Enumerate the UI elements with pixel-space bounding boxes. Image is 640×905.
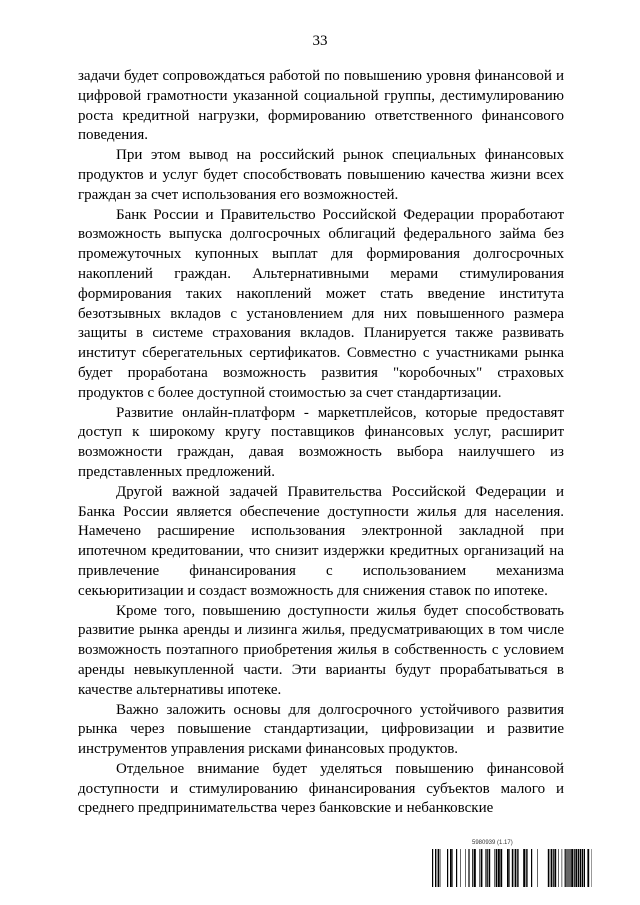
- page-number: 33: [312, 33, 328, 49]
- body-text: [78, 67, 564, 819]
- paragraph: Развитие онлайн-платформ - маркетплейсов, которые предоставят доступ к широкому кругу поставщиков финансовых услуг, расширит возможности граждан, давая возможность выбора наилучшего из представленных предложений.: [78, 404, 564, 480]
- barcode-block: [432, 840, 592, 890]
- barcode-caption: 5980939 (1.17): [472, 840, 513, 846]
- paragraph: Важно заложить основы для долгосрочного устойчивого развития рынка через повышение стандартизации, цифровизации и развитие инструментов управления рисками финансовых продуктов.: [78, 701, 564, 758]
- paragraph: При этом вывод на российский рынок специальных финансовых продуктов и услуг будет способствовать повышению качества жизни всех граждан за счет использования его возможностей.: [78, 147, 564, 203]
- paragraph: задачи будет сопровождаться работой по повышению уровня финансовой и цифровой грамотности указанной социальной группы, дестимулированию роста кредитной нагрузки, формированию ответственного финансового поведения.: [78, 68, 564, 144]
- paragraph: Отдельное внимание будет уделяться повышению финансовой доступности и стимулированию финансирования субъектов малого и среднего предпринимательства через банковские и небанковские: [78, 760, 564, 817]
- paragraph: Кроме того, повышению доступности жилья будет способствовать развитие рынка аренды и лизинга жилья, предусматривающих в том числе возможность поэтапного приобретения жилья в собственность с условием аренды невыкупленной части. Эти варианты будут прорабатываться в качестве альтернативы ипотеке.: [78, 602, 564, 698]
- paragraph: Банк России и Правительство Российской Федерации проработают возможность выпуска долгосрочных облигаций федерального займа без промежуточных купонных выплат для формирования долгосрочных накоплений граждан. Альтернативными мерами стимулирования формирования таких накоплений может стать введение института безотзывных вкладов с установлением для них повышенного размера защиты в системе страхования вкладов. Планируется также развивать институт сберегательных сертификатов. Совместно с участниками рынка будет проработана возможность развития "коробочных" страховых продуктов с более доступной стоимостью за счет стандартизации.: [78, 206, 564, 401]
- paragraph: Другой важной задачей Правительства Российской Федерации и Банка России является обеспечение доступности жилья для населения. Намечено расширение использования электронной закладной при ипотечном кредитовании, что снизит издержки кредитных организаций на привлечение финансирования с использованием механизма секьюритизации и создаст возможность для снижения ставок по ипотеке.: [78, 483, 564, 599]
- barcode-icon: [432, 849, 592, 887]
